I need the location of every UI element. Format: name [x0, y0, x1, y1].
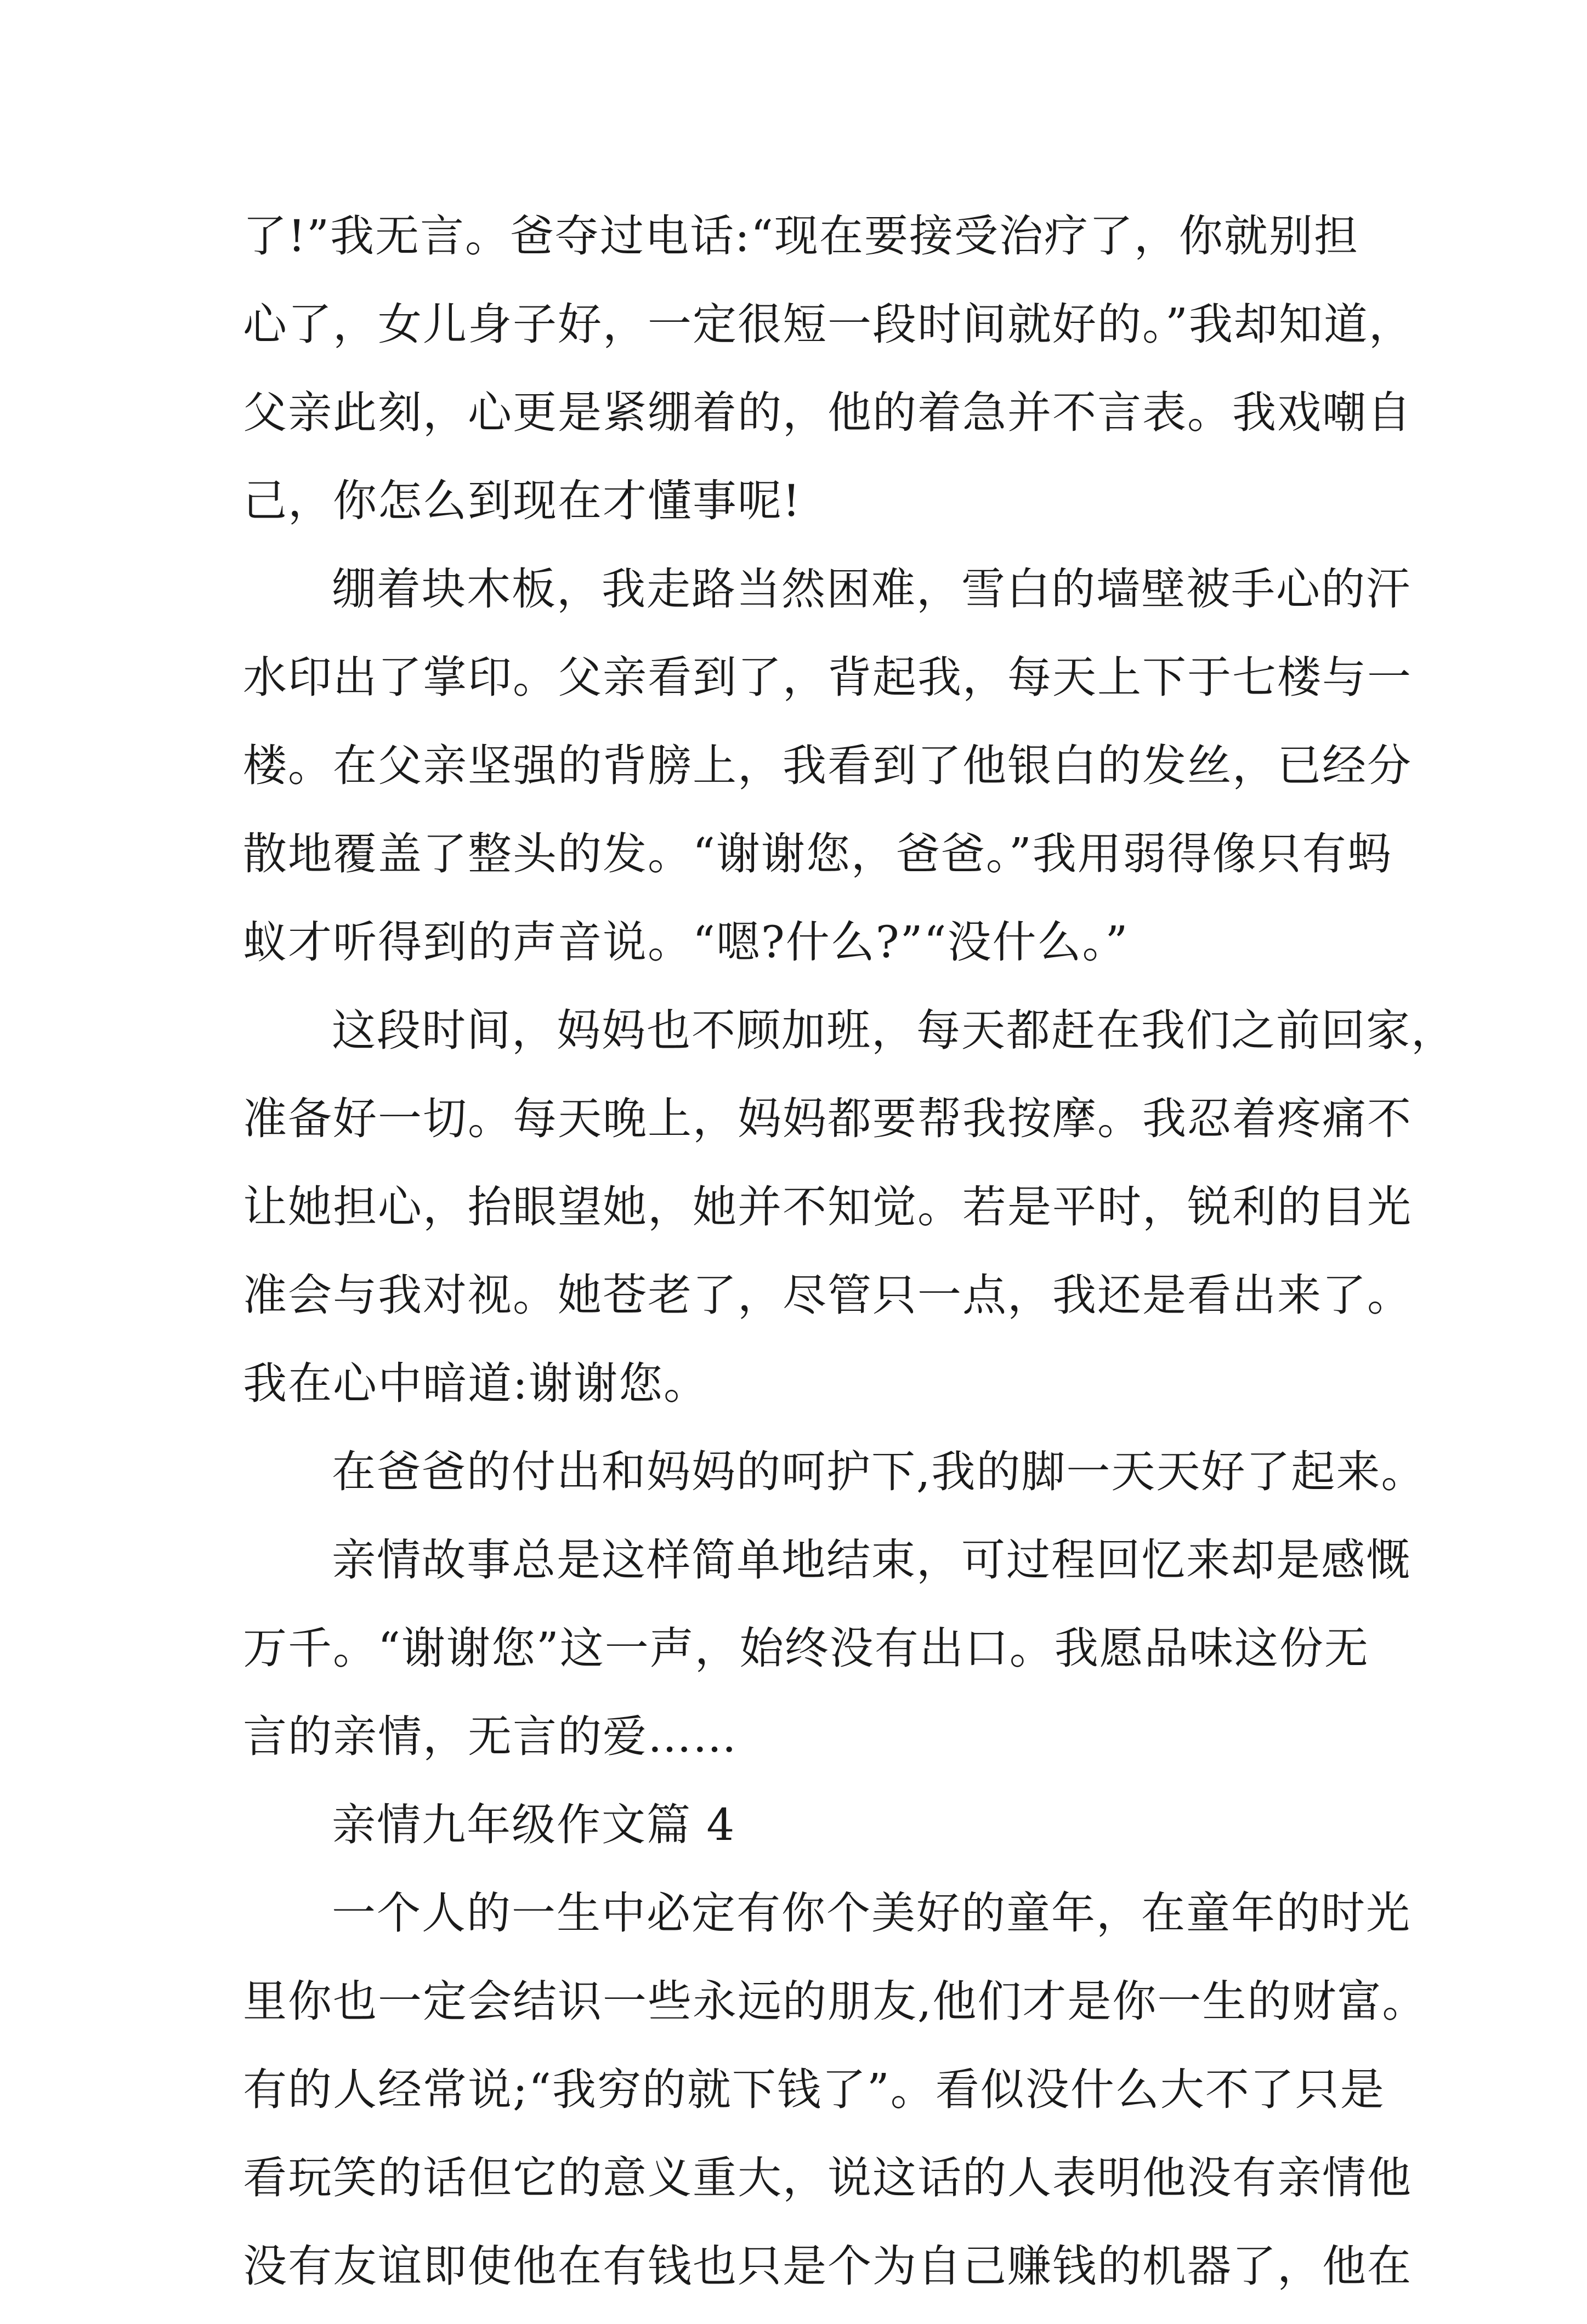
text-line: 楼。在父亲坚强的背膀上，我看到了他银白的发丝，已经分: [243, 740, 1412, 791]
section-heading: 亲情九年级作文篇 4: [332, 1799, 736, 1850]
text-line: 言的亲情，无言的爱……: [243, 1711, 738, 1762]
text-line: 里你也一定会结识一些永远的朋友,他们才是你一生的财富。: [243, 1976, 1427, 2027]
text-line: 准备好一切。每天晚上，妈妈都要帮我按摩。我忍着疼痛不: [243, 1093, 1412, 1144]
text-line: 我在心中暗道:谢谢您。: [243, 1358, 709, 1409]
text-line: 没有友谊即使他在有钱也只是个为自己赚钱的机器了，他在: [243, 2241, 1412, 2292]
paragraph-start-line: 这段时间，妈妈也不顾加班，每天都赶在我们之前回家，: [332, 1005, 1456, 1056]
text-line: 蚁才听得到的声音说。“嗯?什么?”“没什么。”: [243, 917, 1129, 968]
text-line: 万千。“谢谢您”这一声，始终没有出口。我愿品味这份无: [243, 1623, 1369, 1674]
text-line: 水印出了掌印。父亲看到了，背起我，每天上下于七楼与一: [243, 652, 1412, 703]
document-body: [243, 206, 1456, 2324]
text-line: 心了，女儿身子好，一定很短一段时间就好的。”我却知道，: [243, 299, 1414, 350]
paragraph-start-line: 一个人的一生中必定有你个美好的童年，在童年的时光: [332, 1888, 1411, 1939]
paragraph-start-line: 在爸爸的付出和妈妈的呵护下,我的脚一天天好了起来。: [332, 1446, 1426, 1497]
paragraph-start-line: 亲情故事总是这样简单地结束，可过程回忆来却是感慨: [332, 1535, 1411, 1586]
text-line: 了!”我无言。爸夺过电话:“现在要接受治疗了，你就别担: [243, 211, 1359, 262]
text-line: 散地覆盖了整头的发。“谢谢您，爸爸。”我用弱得像只有蚂: [243, 828, 1392, 879]
text-line: 看玩笑的话但它的意义重大，说这话的人表明他没有亲情他: [243, 2152, 1412, 2203]
paragraph-start-line: 绷着块木板，我走路当然困难，雪白的墙壁被手心的汗: [332, 564, 1411, 615]
text-line: 准会与我对视。她苍老了，尽管只一点，我还是看出来了。: [243, 1270, 1412, 1321]
text-line: 让她担心，抬眼望她，她并不知觉。若是平时，锐利的目光: [243, 1181, 1412, 1232]
text-line: 有的人经常说;“我穷的就下钱了”。看似没什么大不了只是: [243, 2064, 1385, 2115]
text-line: 父亲此刻，心更是紧绷着的，他的着急并不言表。我戏嘲自: [243, 387, 1412, 438]
text-line: 己，你怎么到现在才懂事呢!: [243, 475, 802, 526]
